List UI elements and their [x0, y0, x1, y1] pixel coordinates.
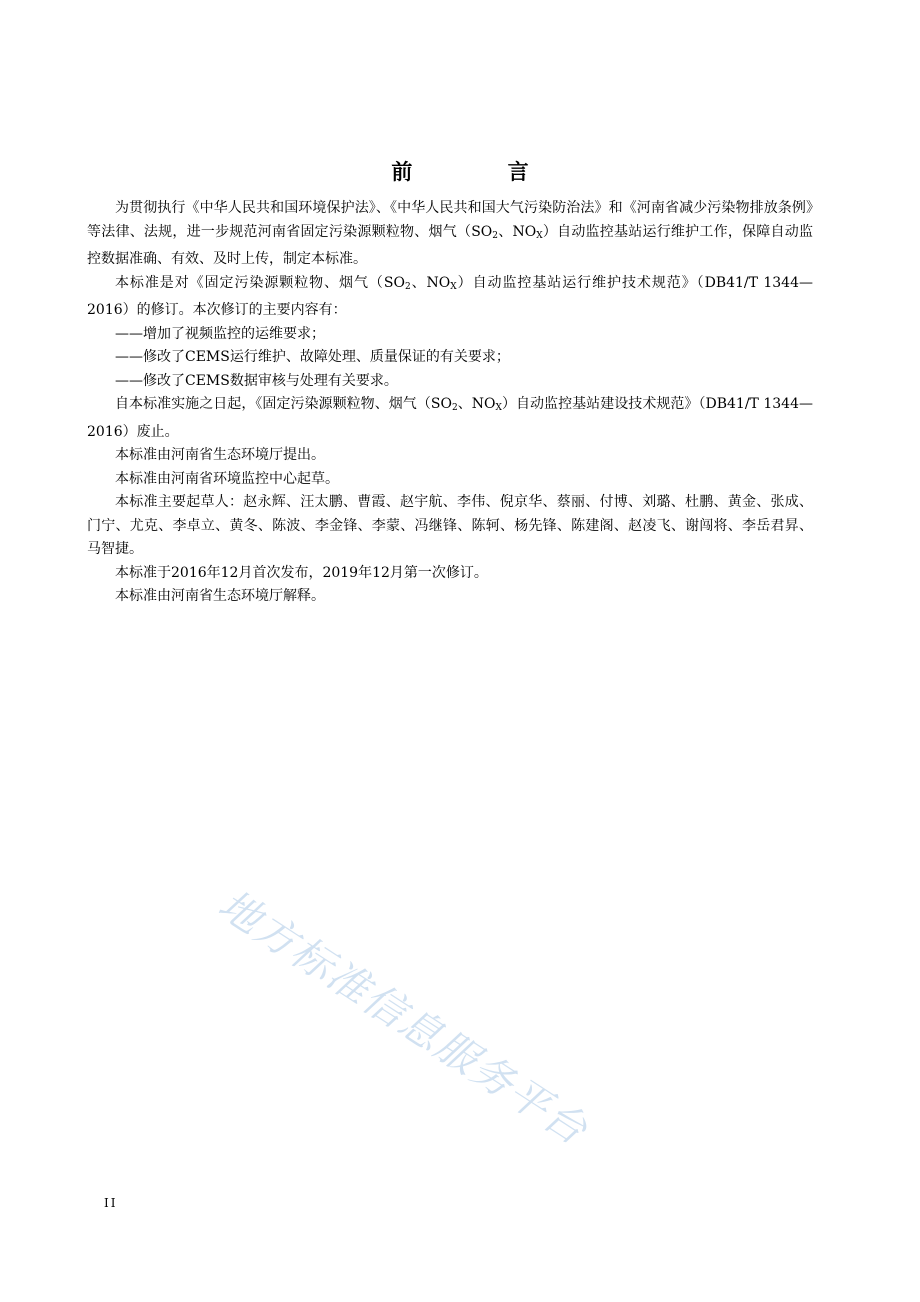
paragraph-drafters: 本标准主要起草人：赵永辉、汪太鹏、曹霞、赵宇航、李伟、倪京华、蔡丽、付博、刘璐、杜鹏、黄金、张成、门宁、尤克、李卓立、黄冬、陈波、李金锋、李蒙、冯继锋、陈轲、杨先锋、陈建阁、赵凌飞、谢闯将、李岳君昇、马智捷。: [87, 494, 813, 557]
paragraph-purpose: [87, 197, 813, 272]
page-number: II: [104, 1196, 118, 1210]
subscript: X: [536, 230, 543, 241]
subscript: X: [495, 403, 502, 413]
change-item-1: ——增加了视频监控的运维要求；: [115, 325, 325, 342]
text-run: 为贯彻执行《中华人民共和国环境保护法》、《中华人民共和国大气污染防治法》和《河南省减少污染物排放条例》等法律、法规，进一步规范河南省固定污染源颗粒物、烟气（SO: [87, 200, 813, 240]
text-run: 自本标准实施之日起，《固定污染源颗粒物、烟气（SO: [115, 396, 452, 412]
text-run: 、NO: [498, 223, 537, 240]
paragraph-revision: [87, 272, 813, 323]
change-item-2: ——修改了CEMS运行维护、故障处理、质量保证的有关要求；: [115, 349, 510, 365]
paragraph-drafter-org: 本标准由河南省环境监控中心起草。: [115, 470, 339, 487]
text-run: ）自动监控基站运行维护技术规范》（DB41/T 1344—2016）的修订。本次修订的主要内容有：: [87, 274, 813, 318]
subscript: 2: [404, 281, 411, 292]
paragraph-proposer: 本标准由河南省生态环境厅提出。: [115, 447, 325, 463]
text-run: 、NO: [457, 396, 496, 412]
text-run: 本标准是对《固定污染源颗粒物、烟气（SO: [115, 274, 405, 291]
page-title: 前 言: [391, 160, 573, 184]
text-run: ）自动监控基站建设技术规范》（DB41/T 1344—2016）废止。: [87, 396, 813, 440]
paragraph-interpreter: 本标准由河南省生态环境厅解释。: [115, 588, 325, 604]
paragraph-supersede: [87, 393, 813, 444]
text-run: 、NO: [410, 274, 451, 291]
document-body: [87, 197, 813, 609]
watermark: 地方标准信息服务平台: [210, 880, 597, 1155]
subscript: X: [450, 281, 457, 292]
change-item-3: ——修改了CEMS数据审核与处理有关要求。: [115, 372, 398, 389]
subscript: 2: [492, 230, 499, 241]
paragraph-history: 本标准于2016年12月首次发布，2019年12月第一次修订。: [115, 564, 488, 581]
subscript: 2: [451, 403, 458, 413]
text-run: ）自动监控基站运行维护工作，保障自动监控数据准确、有效、及时上传，制定本标准。: [87, 223, 813, 267]
